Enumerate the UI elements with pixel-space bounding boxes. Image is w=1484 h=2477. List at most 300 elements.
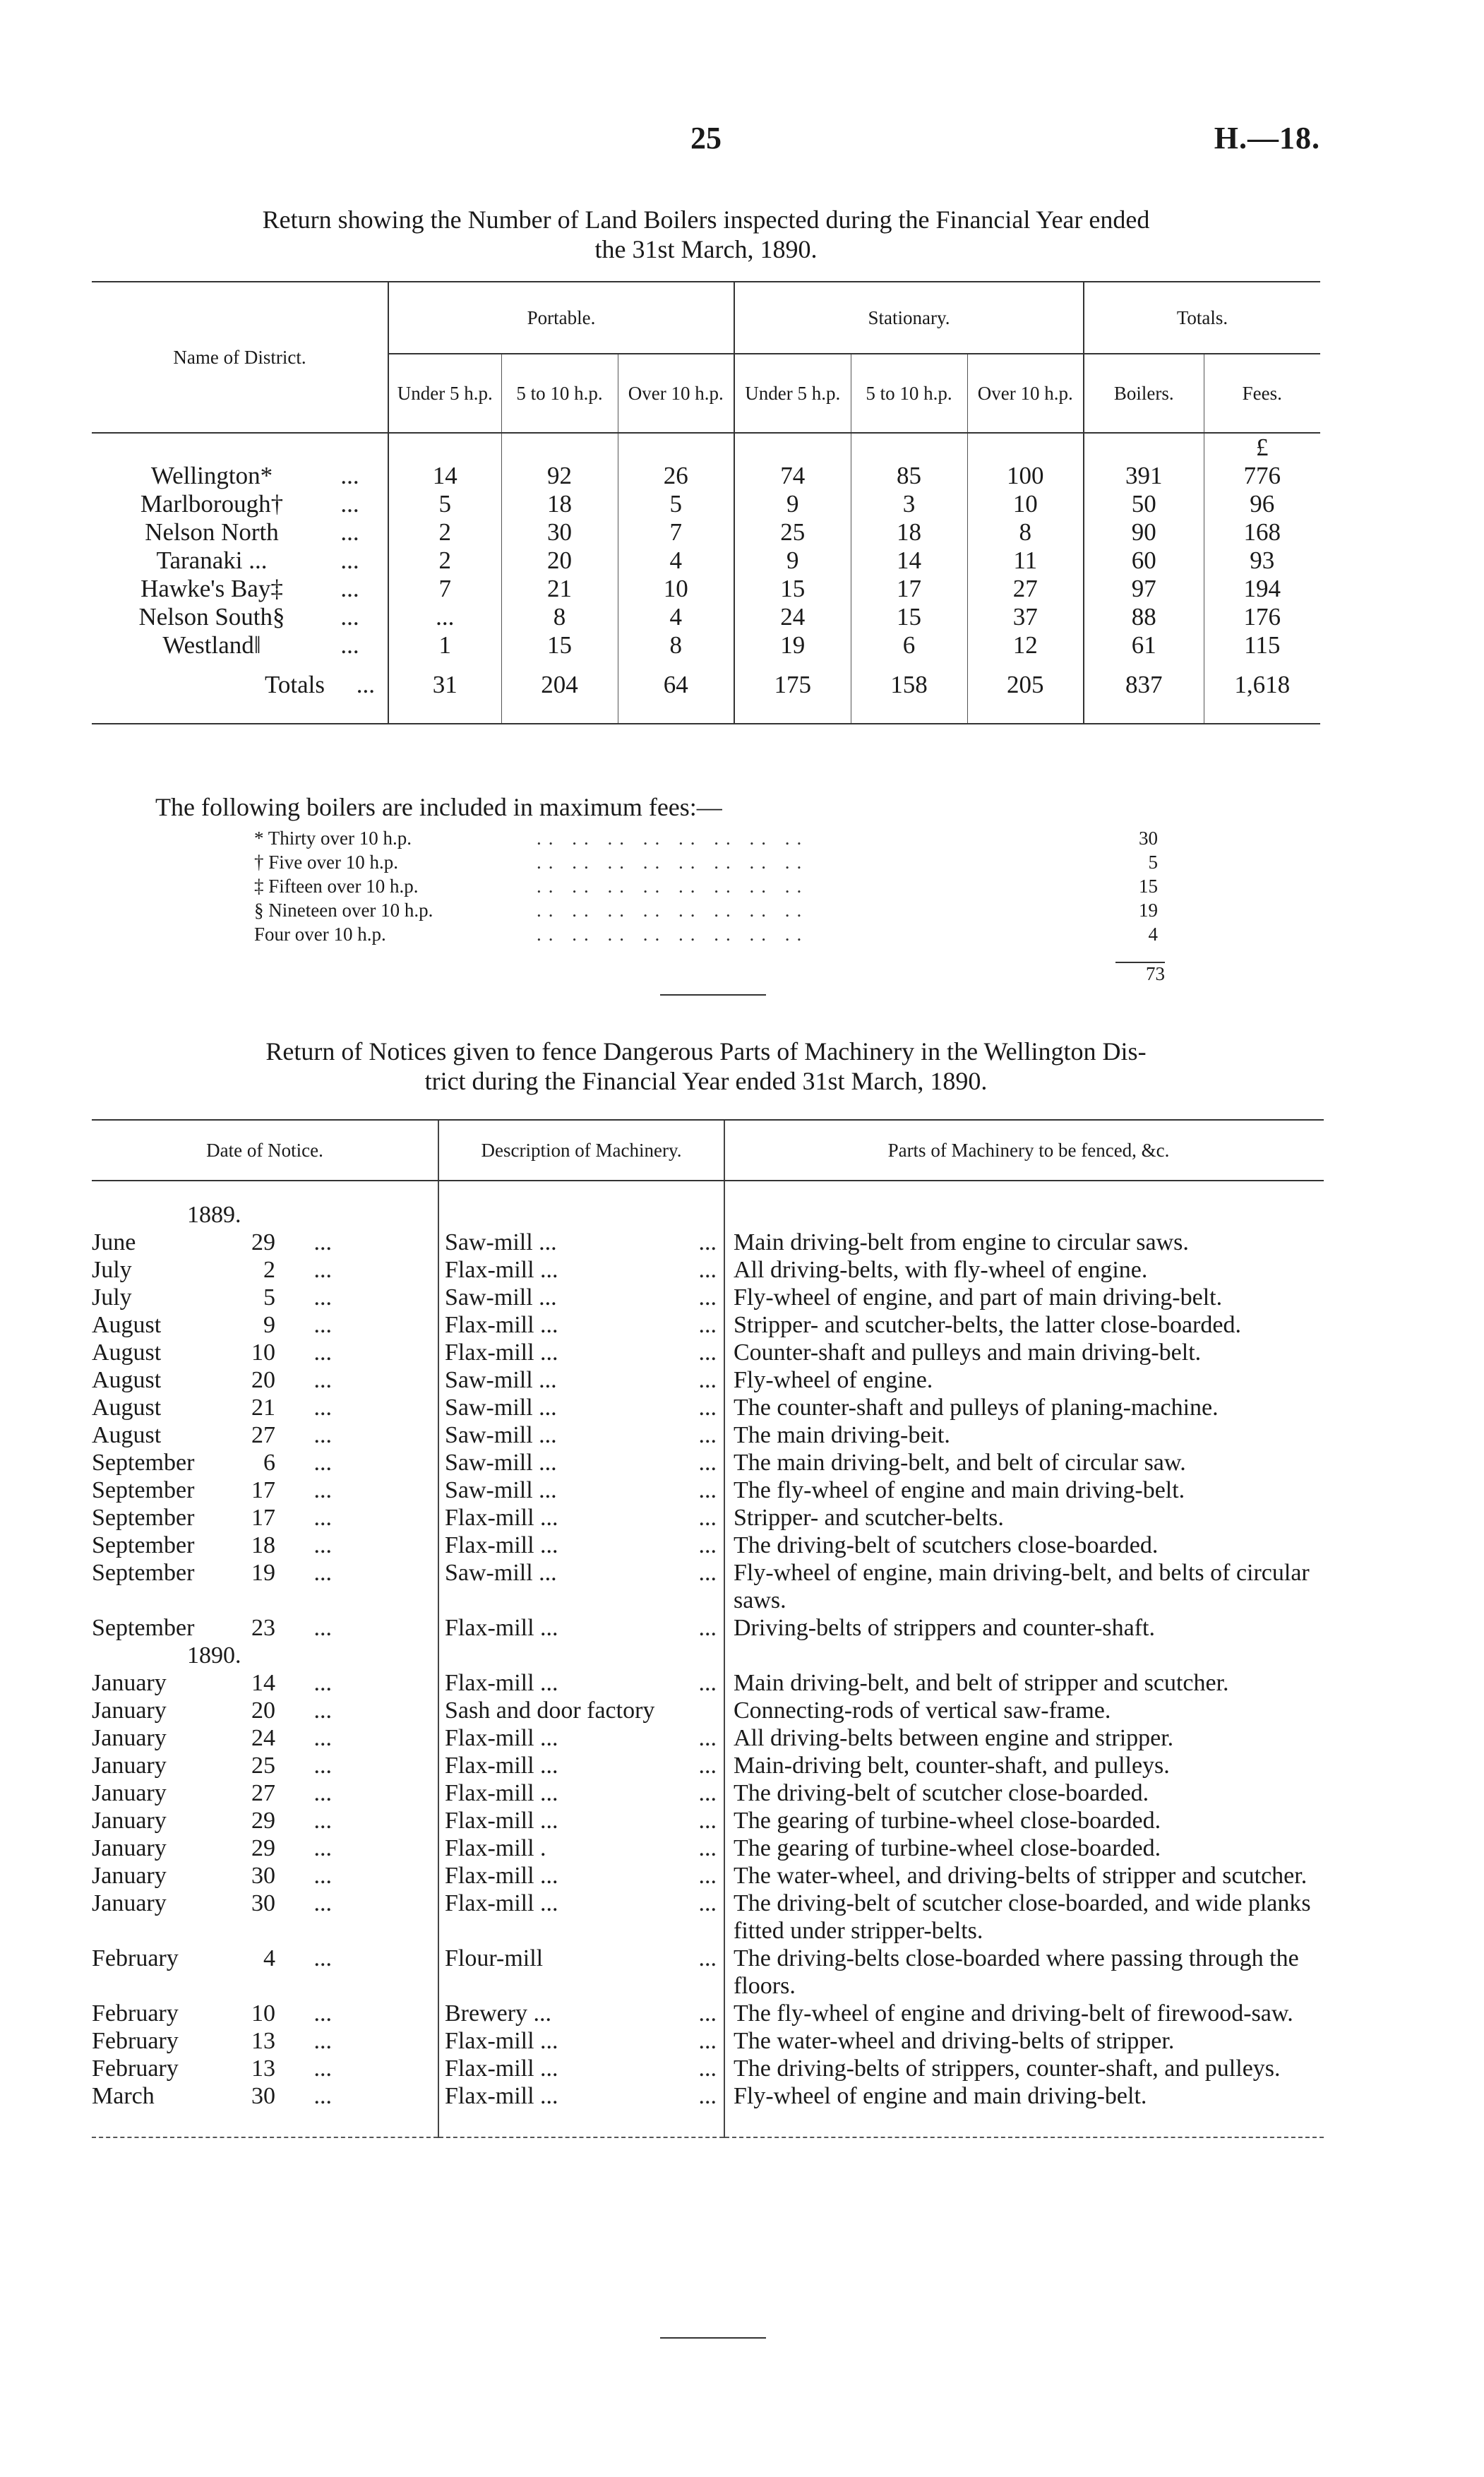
- notice-machinery: Flax-mill ... ...: [438, 1807, 724, 1834]
- notice-date: September 19 ...: [92, 1560, 332, 1586]
- notice-month: September: [92, 1505, 195, 1531]
- footnote-lead: The following boilers are included in maximum fees:—: [155, 793, 722, 821]
- notice-parts: All driving-belts, with fly-wheel of engine.: [724, 1256, 1324, 1284]
- notice-month: January: [92, 1670, 167, 1696]
- col-stationary-under: Under 5 h.p.: [734, 354, 851, 433]
- cell-s-under: 19: [734, 631, 851, 659]
- cell-s-over: 11: [967, 547, 1084, 575]
- notice-day: 13: [251, 2055, 275, 2082]
- cell-p-over: 26: [618, 462, 734, 490]
- group-stationary: Stationary.: [734, 282, 1084, 354]
- machinery-label: Saw-mill ...: [445, 1560, 557, 1586]
- notice-date: January 30 ...: [92, 1890, 332, 1916]
- footnote-value: 4: [1148, 924, 1158, 945]
- cell-s-over: 12: [967, 631, 1084, 659]
- notice-machinery: Flax-mill ... ...: [438, 1724, 724, 1752]
- col-portable-under: Under 5 h.p.: [388, 354, 501, 433]
- notice-row: [92, 1697, 1324, 1724]
- district-name: Wellington*: [150, 462, 273, 489]
- notice-parts: Main driving-belt from engine to circular saws.: [724, 1229, 1324, 1256]
- notice-row: [92, 1229, 1324, 1256]
- notice-machinery: Saw-mill ... ...: [438, 1229, 724, 1256]
- cell-fees: 96: [1204, 490, 1320, 518]
- notice-date: August 21 ...: [92, 1395, 332, 1421]
- notice-month: January: [92, 1890, 167, 1916]
- footnote-item: * Thirty over 10 h.p. .. .. .. .. .. .. .. .. 30: [254, 828, 1158, 849]
- col-stationary-5to10: 5 to 10 h.p.: [851, 354, 967, 433]
- notice-day: 29: [251, 1229, 275, 1255]
- machinery-label: Flax-mill ...: [445, 2028, 558, 2054]
- notice-parts: All driving-belts between engine and stripper.: [724, 1724, 1324, 1752]
- notice-date: July 2 ...: [92, 1257, 332, 1283]
- notice-month: January: [92, 1725, 167, 1751]
- cell-s-mid: 3: [851, 490, 967, 518]
- notices-spacer-row: [92, 1181, 1324, 1201]
- cell-p-under: 2: [388, 518, 501, 547]
- cell-p-under: 14: [388, 462, 501, 490]
- machinery-label: Flour-mill: [445, 1945, 544, 1971]
- machinery-label: Brewery ...: [445, 2000, 552, 2027]
- notice-date: January 14 ...: [92, 1670, 332, 1696]
- district-name: Marlborough†: [140, 490, 284, 518]
- footnote-item: ‡ Fifteen over 10 h.p. .. .. .. .. .. .. .. .. 15: [254, 876, 1158, 897]
- notice-row: [92, 1945, 1324, 2000]
- machinery-label: Flax-mill ...: [445, 2055, 558, 2082]
- currency-symbol: £: [1204, 433, 1320, 462]
- cell-p-mid: 8: [501, 603, 618, 631]
- machinery-label: Flax-mill ...: [445, 1339, 558, 1366]
- notice-date: February 13 ...: [92, 2055, 332, 2082]
- notices-bottom-row: [92, 2110, 1324, 2137]
- notice-day: 21: [251, 1395, 275, 1421]
- notice-month: March: [92, 2083, 155, 2109]
- notice-machinery: Flax-mill ... ...: [438, 1779, 724, 1807]
- cell-s-over: 10: [967, 490, 1084, 518]
- return2-title-line2: trict during the Financial Year ended 31st March, 1890.: [424, 1067, 988, 1095]
- notice-date: July 5 ...: [92, 1284, 332, 1311]
- notice-date: September 23 ...: [92, 1615, 332, 1641]
- return1-title-line2: the 31st March, 1890.: [594, 235, 818, 263]
- col-fees: Fees.: [1204, 354, 1320, 433]
- footnote-value: 30: [1139, 828, 1158, 849]
- cell-fees: 115: [1204, 631, 1320, 659]
- notice-machinery: Flax-mill ... ...: [438, 1339, 724, 1366]
- cell-p-under: 1: [388, 631, 501, 659]
- currency-row: [92, 433, 1320, 462]
- notice-parts: The gearing of turbine-wheel close-boarded.: [724, 1834, 1324, 1862]
- notice-row: [92, 1752, 1324, 1779]
- notice-row: [92, 1614, 1324, 1642]
- notice-day: 17: [251, 1505, 275, 1531]
- notice-parts: The water-wheel, and driving-belts of stripper and scutcher.: [724, 1862, 1324, 1890]
- footnote-label: § Nineteen over 10 h.p.: [254, 900, 433, 921]
- notice-day: 5: [263, 1284, 275, 1311]
- district-name: Taranaki ...: [156, 547, 268, 574]
- cell-boilers: 50: [1084, 490, 1204, 518]
- notice-row: [92, 1449, 1324, 1476]
- cell-p-under: 7: [388, 575, 501, 603]
- notice-row: [92, 1559, 1324, 1614]
- notice-machinery: Saw-mill ... ...: [438, 1449, 724, 1476]
- notice-month: June: [92, 1229, 136, 1255]
- footnote-value: 5: [1148, 852, 1158, 873]
- district-name: Nelson North: [145, 518, 279, 546]
- notice-machinery: Saw-mill ... ...: [438, 1476, 724, 1504]
- notice-date: September 17 ...: [92, 1477, 332, 1503]
- notice-parts: Fly-wheel of engine, and part of main driving-belt.: [724, 1284, 1324, 1311]
- notice-month: August: [92, 1422, 162, 1448]
- machinery-label: Flax-mill ...: [445, 1615, 558, 1641]
- notice-day: 30: [251, 1890, 275, 1916]
- machinery-label: Sash and door factory: [445, 1697, 655, 1724]
- notice-day: 10: [251, 2000, 275, 2027]
- notice-month: September: [92, 1532, 195, 1558]
- notice-row: [92, 1862, 1324, 1890]
- notice-parts: Driving-belts of strippers and counter-shaft.: [724, 1614, 1324, 1642]
- total-portable-over: 64: [618, 659, 734, 699]
- notice-day: 18: [251, 1532, 275, 1558]
- total-portable-5to10: 204: [501, 659, 618, 699]
- notice-month: January: [92, 1753, 167, 1779]
- col-description: Description of Machinery.: [438, 1120, 724, 1181]
- document-reference: H.—18.: [1214, 121, 1320, 155]
- col-parts: Parts of Machinery to be fenced, &c.: [724, 1120, 1324, 1181]
- cell-p-mid: 18: [501, 490, 618, 518]
- notice-row: [92, 1669, 1324, 1697]
- cell-p-under: ...: [388, 603, 501, 631]
- machinery-label: Flax-mill ...: [445, 1505, 558, 1531]
- notice-parts: The counter-shaft and pulleys of planing-machine.: [724, 1394, 1324, 1421]
- notices-header-row: [92, 1120, 1324, 1181]
- notice-row: [92, 1311, 1324, 1339]
- cell-s-mid: 15: [851, 603, 967, 631]
- machinery-label: Flax-mill ...: [445, 2083, 558, 2109]
- cell-p-over: 10: [618, 575, 734, 603]
- cell-boilers: 61: [1084, 631, 1204, 659]
- total-stationary-over: 205: [967, 659, 1084, 699]
- cell-s-mid: 85: [851, 462, 967, 490]
- cell-s-under: 25: [734, 518, 851, 547]
- notice-machinery: Saw-mill ... ...: [438, 1421, 724, 1449]
- notice-row: [92, 1339, 1324, 1366]
- totals-label: Totals: [264, 671, 325, 698]
- notice-date: March 30 ...: [92, 2083, 332, 2109]
- cell-p-mid: 30: [501, 518, 618, 547]
- notice-day: 20: [251, 1697, 275, 1724]
- notice-day: 20: [251, 1367, 275, 1393]
- notice-date: January 29 ...: [92, 1835, 332, 1861]
- notice-date: January 29 ...: [92, 1808, 332, 1834]
- machinery-label: Flax-mill ...: [445, 1780, 558, 1806]
- notice-row: [92, 1476, 1324, 1504]
- notice-day: 27: [251, 1422, 275, 1448]
- notice-date: January 25 ...: [92, 1753, 332, 1779]
- notice-parts: The driving-belt of scutcher close-boarded.: [724, 1779, 1324, 1807]
- machinery-label: Flax-mill ...: [445, 1890, 558, 1916]
- boilers-table-body: [92, 462, 1320, 659]
- notice-day: 14: [251, 1670, 275, 1696]
- notice-machinery: Saw-mill ... ...: [438, 1394, 724, 1421]
- total-portable-under: 31: [388, 659, 501, 699]
- col-name-of-district: Name of District.: [92, 282, 388, 433]
- notice-day: 17: [251, 1477, 275, 1503]
- machinery-label: Flax-mill ...: [445, 1753, 558, 1779]
- notice-date: August 20 ...: [92, 1367, 332, 1393]
- notice-day: 4: [263, 1945, 275, 1971]
- notice-parts: The main driving-belt, and belt of circular saw.: [724, 1449, 1324, 1476]
- return2-title: [99, 1037, 1313, 1096]
- notice-row: [92, 1724, 1324, 1752]
- cell-s-over: 8: [967, 518, 1084, 547]
- notice-row: [92, 1779, 1324, 1807]
- notice-month: July: [92, 1284, 132, 1311]
- cell-s-mid: 14: [851, 547, 967, 575]
- cell-p-mid: 21: [501, 575, 618, 603]
- notice-date: September 18 ...: [92, 1532, 332, 1558]
- notice-parts: The driving-belt of scutcher close-boarded, and wide planks fitted under stripper-belts.: [724, 1890, 1324, 1945]
- machinery-label: Flax-mill ...: [445, 1670, 558, 1696]
- notice-date: February 13 ...: [92, 2028, 332, 2054]
- notice-parts: Main driving-belt, and belt of stripper and scutcher.: [724, 1669, 1324, 1697]
- machinery-label: Saw-mill ...: [445, 1477, 557, 1503]
- notice-date: January 27 ...: [92, 1780, 332, 1806]
- machinery-label: Saw-mill ...: [445, 1395, 557, 1421]
- notice-row: [92, 1532, 1324, 1559]
- notice-row: [92, 1256, 1324, 1284]
- notices-table-body: [92, 1201, 1324, 2110]
- notice-parts: The fly-wheel of engine and driving-belt of firewood-saw.: [724, 2000, 1324, 2027]
- notice-month: September: [92, 1477, 195, 1503]
- notice-machinery: Flax-mill ... ...: [438, 1256, 724, 1284]
- machinery-label: Saw-mill ...: [445, 1229, 557, 1255]
- cell-p-over: 4: [618, 603, 734, 631]
- notice-date: September 6 ...: [92, 1450, 332, 1476]
- cell-fees: 776: [1204, 462, 1320, 490]
- footnote-label: † Five over 10 h.p.: [254, 852, 398, 873]
- notice-day: 9: [263, 1312, 275, 1338]
- year-row: [92, 1201, 1324, 1229]
- cell-s-mid: 18: [851, 518, 967, 547]
- machinery-label: Saw-mill ...: [445, 1367, 557, 1393]
- notice-date: January 20 ...: [92, 1697, 332, 1724]
- notice-machinery: Saw-mill ... ...: [438, 1284, 724, 1311]
- notice-parts: The driving-belts of strippers, counter-shaft, and pulleys.: [724, 2055, 1324, 2082]
- notice-parts: The driving-belts close-boarded where passing through the floors.: [724, 1945, 1324, 2000]
- machinery-label: Flax-mill ...: [445, 1808, 558, 1834]
- cell-p-mid: 92: [501, 462, 618, 490]
- notice-parts: Fly-wheel of engine, main driving-belt, and belts of circular saws.: [724, 1559, 1324, 1614]
- notice-date: February 10 ...: [92, 2000, 332, 2027]
- notice-row: [92, 1366, 1324, 1394]
- notice-date: February 4 ...: [92, 1945, 332, 1971]
- notice-date: January 24 ...: [92, 1725, 332, 1751]
- boilers-header-row-1: [92, 282, 1320, 354]
- notice-row: [92, 2000, 1324, 2027]
- machinery-label: Saw-mill ...: [445, 1450, 557, 1476]
- totals-row: Totals ... 31 204 64 175 158 205 837 1,618: [92, 659, 1320, 699]
- notice-month: January: [92, 1697, 167, 1724]
- footnote-item: † Five over 10 h.p. .. .. .. .. .. .. .. .. 5: [254, 852, 1158, 873]
- cell-s-mid: 17: [851, 575, 967, 603]
- notice-month: September: [92, 1615, 195, 1641]
- notice-machinery: Brewery ... ...: [438, 2000, 724, 2027]
- notice-parts: The driving-belt of scutchers close-boarded.: [724, 1532, 1324, 1559]
- notice-row: [92, 1807, 1324, 1834]
- cell-p-over: 5: [618, 490, 734, 518]
- cell-p-under: 2: [388, 547, 501, 575]
- notice-date: January 30 ...: [92, 1863, 332, 1889]
- footnote-item: Four over 10 h.p. .. .. .. .. .. .. .. .. 4: [254, 924, 1158, 945]
- cell-p-under: 5: [388, 490, 501, 518]
- notice-parts: Counter-shaft and pulleys and main driving-belt.: [724, 1339, 1324, 1366]
- notice-machinery: Flax-mill ... ...: [438, 2055, 724, 2082]
- notice-day: 27: [251, 1780, 275, 1806]
- cell-s-mid: 6: [851, 631, 967, 659]
- col-portable-5to10: 5 to 10 h.p.: [501, 354, 618, 433]
- machinery-label: Flax-mill ...: [445, 1312, 558, 1338]
- col-stationary-over: Over 10 h.p.: [967, 354, 1084, 433]
- cell-s-over: 27: [967, 575, 1084, 603]
- notice-row: [92, 1421, 1324, 1449]
- notice-day: 23: [251, 1615, 275, 1641]
- cell-s-under: 74: [734, 462, 851, 490]
- cell-boilers: 90: [1084, 518, 1204, 547]
- machinery-label: Saw-mill ...: [445, 1284, 557, 1311]
- notice-parts: The water-wheel and driving-belts of stripper.: [724, 2027, 1324, 2055]
- notice-month: August: [92, 1339, 162, 1366]
- notice-machinery: Saw-mill ... ...: [438, 1366, 724, 1394]
- notice-parts: Stripper- and scutcher-belts.: [724, 1504, 1324, 1532]
- bottom-rule-row: [92, 699, 1320, 724]
- notice-month: February: [92, 2055, 179, 2082]
- cell-s-over: 37: [967, 603, 1084, 631]
- notice-month: January: [92, 1835, 167, 1861]
- cell-fees: 176: [1204, 603, 1320, 631]
- page-number: 25: [690, 121, 722, 155]
- notice-parts: Main-driving belt, counter-shaft, and pulleys.: [724, 1752, 1324, 1779]
- col-boilers: Boilers.: [1084, 354, 1204, 433]
- machinery-label: Saw-mill ...: [445, 1422, 557, 1448]
- cell-fees: 93: [1204, 547, 1320, 575]
- col-date-of-notice: Date of Notice.: [92, 1120, 438, 1181]
- total-fees: 1,618: [1204, 659, 1320, 699]
- notice-month: September: [92, 1450, 195, 1476]
- notice-parts: Fly-wheel of engine and main driving-belt.: [724, 2082, 1324, 2110]
- notice-month: February: [92, 2028, 179, 2054]
- machinery-label: Flax-mill ...: [445, 1257, 558, 1283]
- notice-day: 13: [251, 2028, 275, 2054]
- boilers-table: [92, 281, 1320, 724]
- district-row: Westland‖ ... 1 15 8 19 6 12 61 115: [92, 631, 1320, 659]
- footnote-total: 73: [1146, 963, 1165, 984]
- notice-month: February: [92, 2000, 179, 2027]
- group-portable: Portable.: [388, 282, 734, 354]
- notice-day: 30: [251, 1863, 275, 1889]
- machinery-label: Flax-mill ...: [445, 1532, 558, 1558]
- cell-s-under: 24: [734, 603, 851, 631]
- cell-p-mid: 15: [501, 631, 618, 659]
- notice-month: January: [92, 1780, 167, 1806]
- notice-parts: Fly-wheel of engine.: [724, 1366, 1324, 1394]
- return1-title-line1: Return showing the Number of Land Boilers inspected during the Financial Year ended: [262, 205, 1150, 234]
- footnote-item: § Nineteen over 10 h.p. .. .. .. .. .. .. .. .. 19: [254, 900, 1158, 921]
- footnote-value: 15: [1139, 876, 1158, 897]
- footnote-value: 19: [1139, 900, 1158, 921]
- notice-date: September 17 ...: [92, 1505, 332, 1531]
- year-row: [92, 1642, 1324, 1669]
- notice-machinery: Flax-mill ... ...: [438, 2082, 724, 2110]
- notice-row: [92, 1504, 1324, 1532]
- notice-date: August 27 ...: [92, 1422, 332, 1448]
- notice-machinery: Flax-mill ... ...: [438, 1532, 724, 1559]
- cell-p-over: 7: [618, 518, 734, 547]
- notice-day: 25: [251, 1753, 275, 1779]
- notice-machinery: Flour-mill ...: [438, 1945, 724, 2000]
- notice-month: February: [92, 1945, 179, 1971]
- footnote-label: ‡ Fifteen over 10 h.p.: [254, 876, 419, 897]
- page-end-divider: [660, 2337, 766, 2339]
- notice-month: July: [92, 1257, 132, 1283]
- district-row: Hawke's Bay‡ ... 7 21 10 15 17 27 97 194: [92, 575, 1320, 603]
- cell-s-over: 100: [967, 462, 1084, 490]
- notice-day: 29: [251, 1835, 275, 1861]
- district-name: Hawke's Bay‡: [140, 575, 283, 602]
- notice-parts: The fly-wheel of engine and main driving-belt.: [724, 1476, 1324, 1504]
- notice-month: January: [92, 1863, 167, 1889]
- cell-s-under: 9: [734, 547, 851, 575]
- notice-machinery: Flax-mill ... ...: [438, 1890, 724, 1945]
- notice-machinery: Flax-mill ... ...: [438, 1504, 724, 1532]
- notice-parts: The gearing of turbine-wheel close-boarded.: [724, 1807, 1324, 1834]
- notice-day: 2: [263, 1257, 275, 1283]
- cell-boilers: 88: [1084, 603, 1204, 631]
- cell-s-under: 9: [734, 490, 851, 518]
- notice-parts: The main driving-beit.: [724, 1421, 1324, 1449]
- notice-day: 24: [251, 1725, 275, 1751]
- district-row: Nelson South§ ... ... 8 4 24 15 37 88 176: [92, 603, 1320, 631]
- notice-row: [92, 1890, 1324, 1945]
- notice-machinery: Saw-mill ... ...: [438, 1559, 724, 1614]
- cell-p-over: 8: [618, 631, 734, 659]
- district-row: Nelson North ... 2 30 7 25 18 8 90 168: [92, 518, 1320, 547]
- district-name: Nelson South§: [138, 603, 285, 631]
- notice-month: September: [92, 1560, 195, 1586]
- machinery-label: Flax-mill .: [445, 1835, 546, 1861]
- year-label: 1889.: [187, 1202, 241, 1228]
- cell-boilers: 60: [1084, 547, 1204, 575]
- notice-row: [92, 2082, 1324, 2110]
- notice-machinery: Flax-mill ... ...: [438, 1862, 724, 1890]
- notice-row: [92, 2055, 1324, 2082]
- notice-date: August 9 ...: [92, 1312, 332, 1338]
- notice-machinery: Flax-mill ... ...: [438, 2027, 724, 2055]
- district-row: Marlborough† ... 5 18 5 9 3 10 50 96: [92, 490, 1320, 518]
- col-portable-over: Over 10 h.p.: [618, 354, 734, 433]
- district-name: Westland‖: [162, 631, 261, 659]
- notice-date: August 10 ...: [92, 1339, 332, 1366]
- district-row: Taranaki ... ... 2 20 4 9 14 11 60 93: [92, 547, 1320, 575]
- notice-machinery: Flax-mill ... ...: [438, 1311, 724, 1339]
- cell-p-mid: 20: [501, 547, 618, 575]
- notice-day: 29: [251, 1808, 275, 1834]
- notice-machinery: Flax-mill ... ...: [438, 1614, 724, 1642]
- notice-machinery: [438, 1697, 724, 1724]
- notice-day: 19: [251, 1560, 275, 1586]
- notice-row: [92, 1284, 1324, 1311]
- notices-table: [92, 1119, 1324, 2138]
- cell-boilers: 97: [1084, 575, 1204, 603]
- notice-day: 30: [251, 2083, 275, 2109]
